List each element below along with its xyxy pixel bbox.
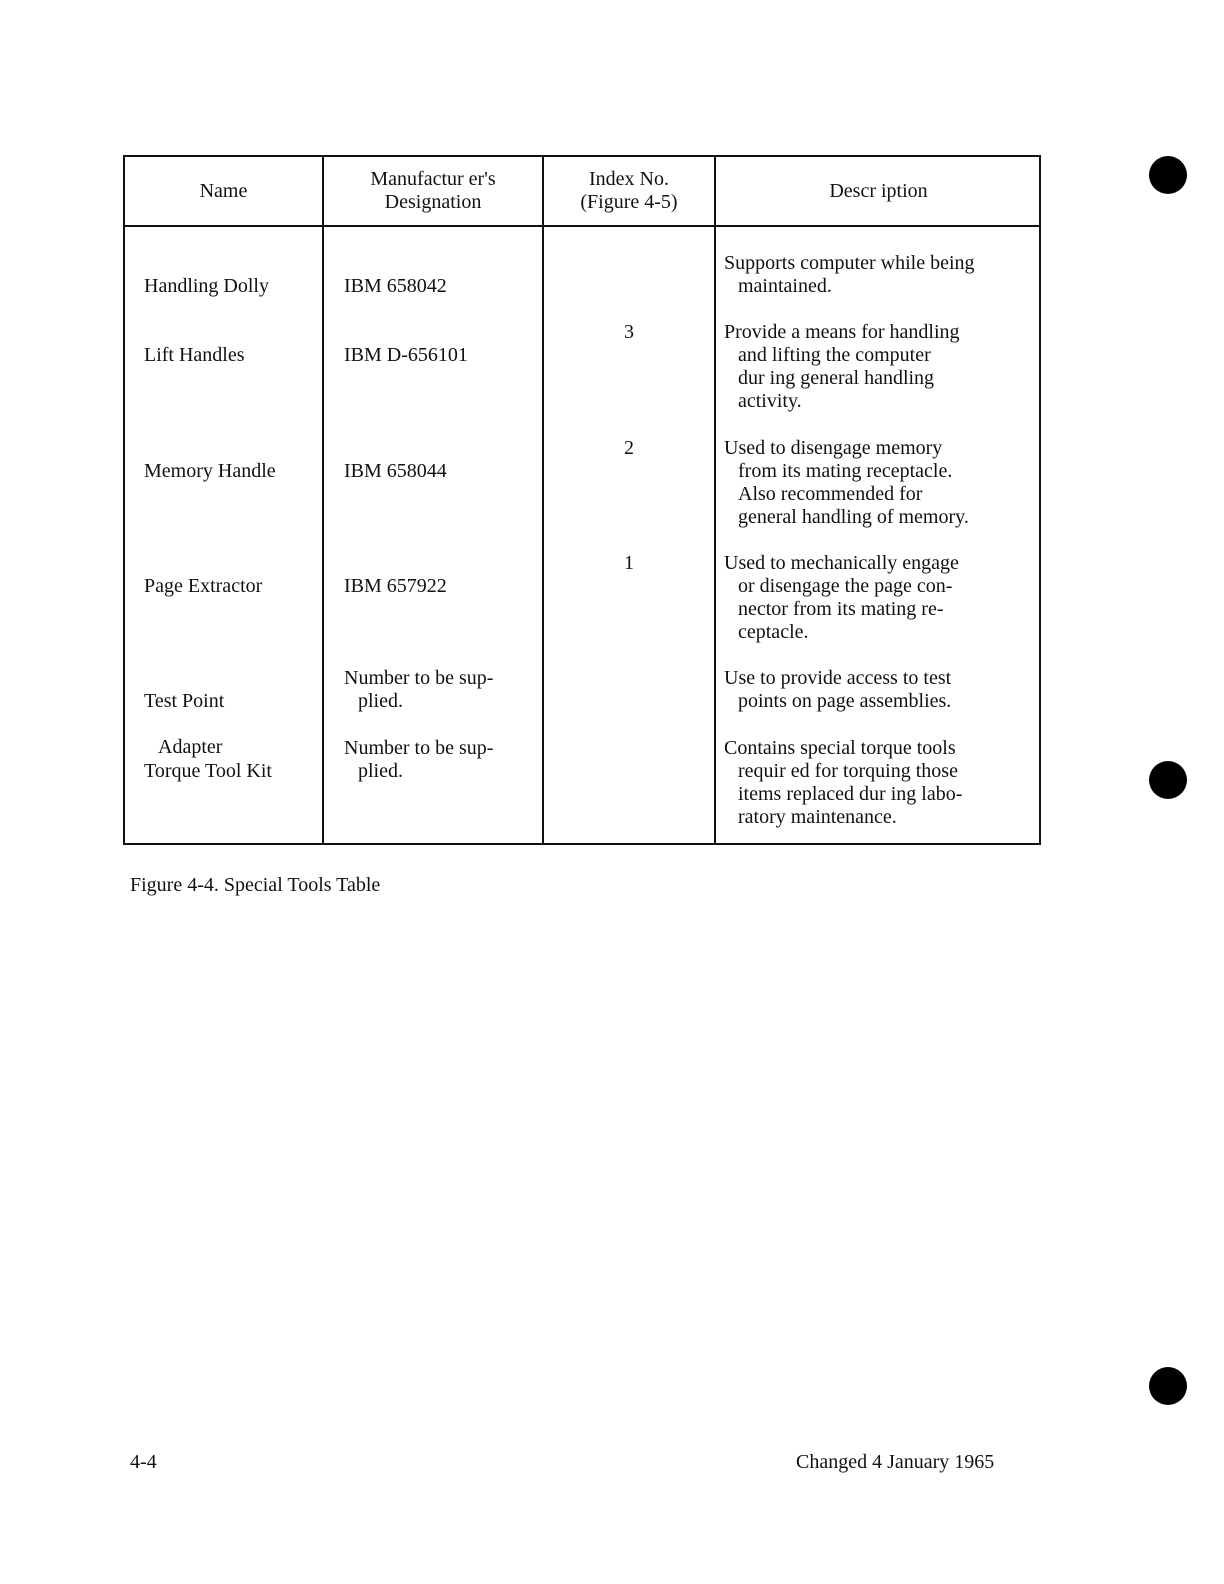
column-divider xyxy=(542,157,544,843)
table-row-name: Torque Tool Kit xyxy=(144,760,272,782)
header-index: Index No. (Figure 4-5) xyxy=(580,168,678,213)
table-row-name: Memory Handle xyxy=(144,460,276,482)
table-row-name: Lift Handles xyxy=(144,344,245,366)
table-row-description: Supports computer while being maintained. xyxy=(724,252,975,297)
change-note: Changed 4 January 1965 xyxy=(796,1451,995,1473)
punch-hole-icon xyxy=(1149,156,1187,194)
table-row-designation: IBM 658044 xyxy=(344,460,447,482)
table-row-description: Used to mechanically engage or disengage the page con- nector from its mating re- ceptacle. xyxy=(724,552,959,643)
header-description: Descr iption xyxy=(829,179,928,202)
punch-hole-icon xyxy=(1149,761,1187,799)
table-row-description: Provide a means for handling and lifting the computer dur ing general handling activity. xyxy=(724,321,960,412)
table-row-index: 2 xyxy=(624,437,634,459)
special-tools-table xyxy=(123,155,1041,845)
punch-hole-icon xyxy=(1149,1367,1187,1405)
page-number: 4-4 xyxy=(130,1451,157,1473)
table-row-designation: Number to be sup- plied. xyxy=(344,667,494,712)
header-divider xyxy=(125,225,1039,227)
table-row-description: Use to provide access to test points on page assemblies. xyxy=(724,667,952,712)
table-row-index: 1 xyxy=(624,552,634,574)
table-row-description: Contains special torque tools requir ed for torquing those items replaced dur ing labo- ratory maintenance. xyxy=(724,737,963,828)
table-row-designation: IBM D-656101 xyxy=(344,344,468,366)
header-designation: Manufactur er's Designation xyxy=(370,168,496,213)
table-row-designation: IBM 658042 xyxy=(344,275,447,297)
column-divider xyxy=(322,157,324,843)
table-row-designation: IBM 657922 xyxy=(344,575,447,597)
table-row-name: Handling Dolly xyxy=(144,275,269,297)
header-name: Name xyxy=(199,179,248,202)
figure-caption: Figure 4-4. Special Tools Table xyxy=(130,874,381,896)
column-divider xyxy=(714,157,716,843)
table-row-name: Page Extractor xyxy=(144,575,263,597)
table-row-name: Test Point Adapter xyxy=(144,690,225,758)
table-row-designation: Number to be sup- plied. xyxy=(344,737,494,782)
table-row-index: 3 xyxy=(624,321,634,343)
table-row-description: Used to disengage memory from its mating receptacle. Also recommended for general handling of memory. xyxy=(724,437,969,528)
